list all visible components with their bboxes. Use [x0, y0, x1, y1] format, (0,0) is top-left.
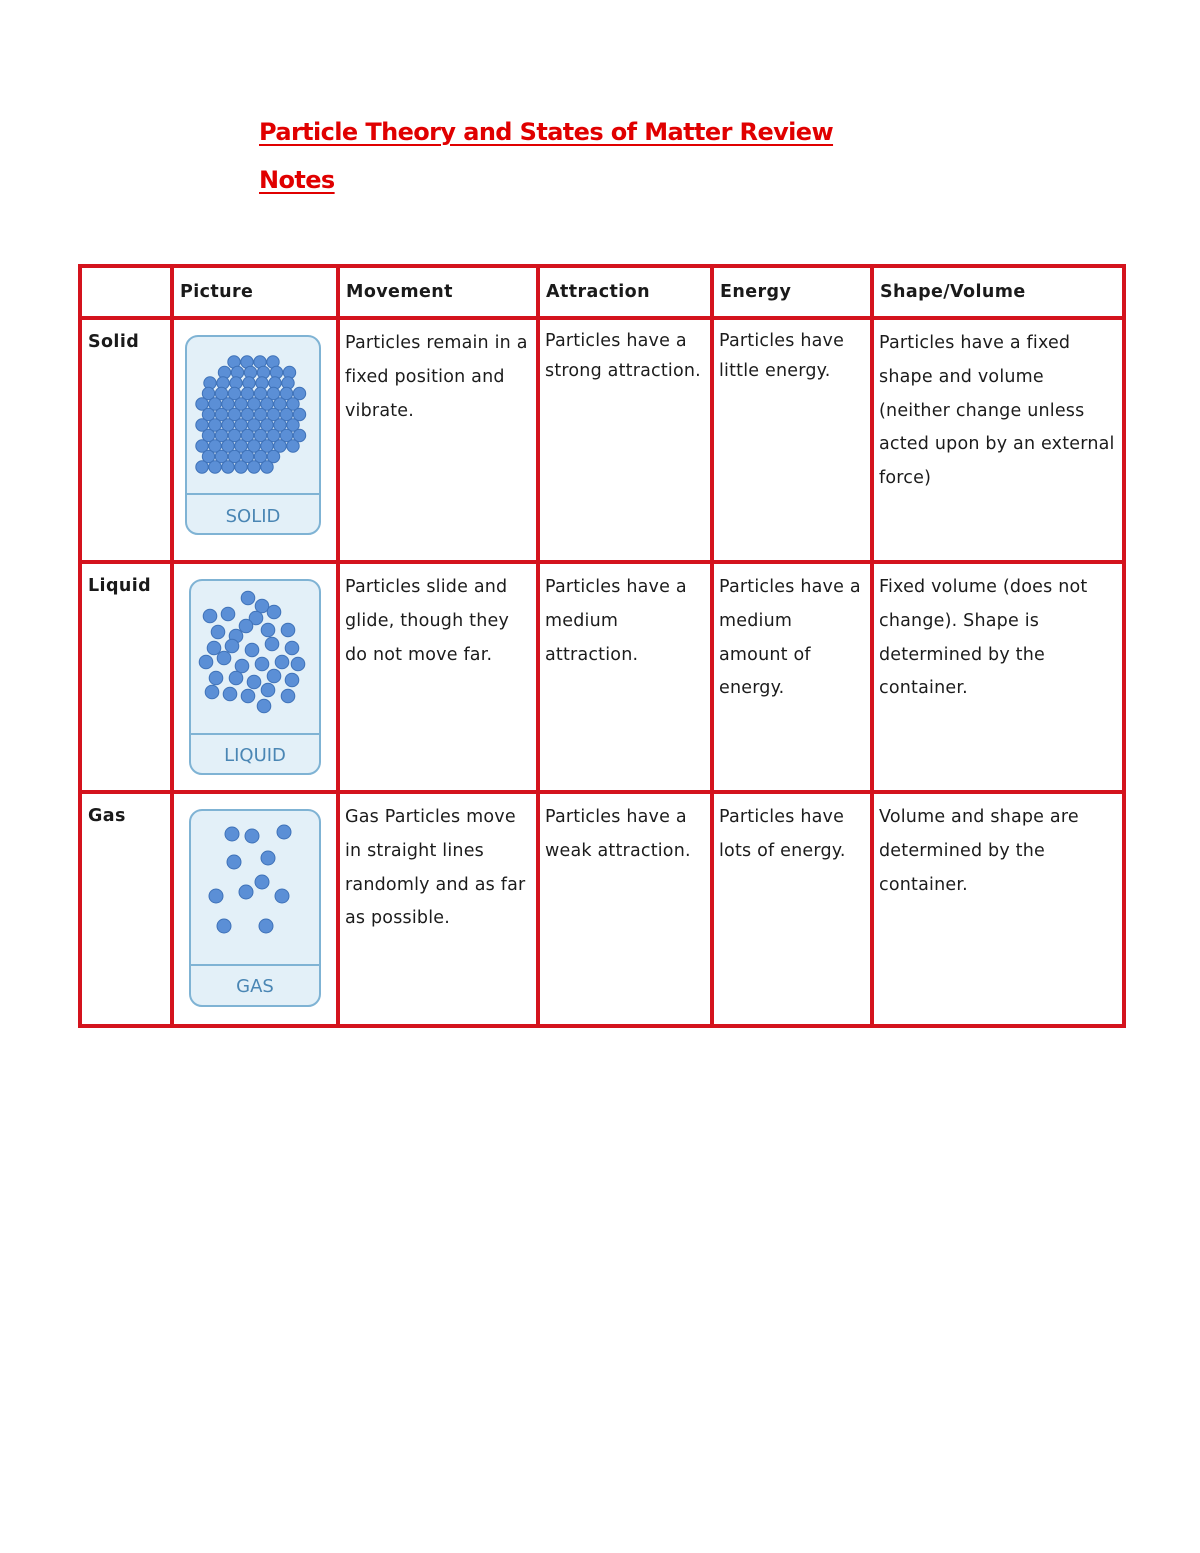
table-row-solid — [80, 318, 1124, 562]
header-picture: Picture — [172, 266, 338, 318]
liquid-particle — [247, 675, 261, 689]
gas-particle — [261, 851, 275, 865]
liquid-particle — [281, 623, 295, 637]
gas-particle — [277, 825, 291, 839]
movement-solid: Particles remain in a fixed position and vibrate. — [338, 318, 538, 562]
liquid-particle — [217, 651, 231, 665]
liquid-particle — [203, 609, 217, 623]
picture-label-solid: SOLID — [225, 506, 281, 527]
liquid-particle — [241, 591, 255, 605]
header-attraction: Attraction — [538, 266, 712, 318]
energy-liquid: Particles have a medium amount of energy. — [712, 562, 872, 792]
shape-volume-solid: Particles have a fixed shape and volume (neither change unless acted upon by an external force) — [872, 318, 1124, 562]
solid-particle — [196, 461, 208, 473]
picture-cell-liquid — [172, 562, 338, 792]
liquid-particle — [285, 641, 299, 655]
liquid-particle — [239, 619, 253, 633]
liquid-particle — [225, 639, 239, 653]
gas-particle — [217, 919, 231, 933]
title-line-1: Particle Theory and States of Matter Review — [259, 118, 834, 146]
table-row-liquid — [80, 562, 1124, 792]
table-header-row — [80, 266, 1124, 318]
solid-particle — [248, 461, 260, 473]
attraction-liquid: Particles have a medium attraction. — [538, 562, 712, 792]
liquid-particle — [267, 669, 281, 683]
liquid-particle — [211, 625, 225, 639]
solid-container-illustration — [184, 334, 324, 538]
solid-particle — [209, 461, 221, 473]
gas-particle — [209, 889, 223, 903]
attraction-solid: Particles have a strong attraction. — [538, 318, 712, 562]
solid-particle — [235, 461, 247, 473]
energy-gas: Particles have lots of energy. — [712, 792, 872, 1026]
liquid-particle — [207, 641, 221, 655]
liquid-particle — [265, 637, 279, 651]
gas-particle — [225, 827, 239, 841]
liquid-particle — [241, 689, 255, 703]
header-energy: Energy — [712, 266, 872, 318]
liquid-particle — [245, 643, 259, 657]
gas-particle — [245, 829, 259, 843]
shape-volume-gas: Volume and shape are determined by the container. — [872, 792, 1124, 1026]
states-of-matter-table — [78, 264, 1126, 1028]
gas-particle — [227, 855, 241, 869]
liquid-particle — [209, 671, 223, 685]
gas-particle — [275, 889, 289, 903]
row-label-liquid: Liquid — [80, 562, 172, 792]
gas-container-illustration — [184, 808, 324, 1010]
header-movement: Movement — [338, 266, 538, 318]
liquid-particle — [255, 657, 269, 671]
picture-label-gas: GAS — [236, 976, 274, 997]
document-title — [259, 108, 959, 204]
solid-particle — [222, 461, 234, 473]
liquid-container-illustration — [184, 578, 324, 778]
liquid-particle — [199, 655, 213, 669]
solid-particle — [261, 461, 273, 473]
movement-liquid: Particles slide and glide, though they do not move far. — [338, 562, 538, 792]
solid-particle — [287, 440, 299, 452]
header-empty — [80, 266, 172, 318]
table-row-gas — [80, 792, 1124, 1026]
liquid-particle — [261, 683, 275, 697]
liquid-particle — [205, 685, 219, 699]
movement-gas: Gas Particles move in straight lines randomly and as far as possible. — [338, 792, 538, 1026]
liquid-particle — [229, 671, 243, 685]
liquid-particle — [267, 605, 281, 619]
liquid-particle — [221, 607, 235, 621]
liquid-particle — [261, 623, 275, 637]
gas-particle — [255, 875, 269, 889]
liquid-particle — [235, 659, 249, 673]
picture-label-liquid: LIQUID — [224, 745, 286, 766]
gas-particle — [259, 919, 273, 933]
liquid-particle — [281, 689, 295, 703]
picture-cell-solid — [172, 318, 338, 562]
title-line-2: Notes — [259, 166, 335, 194]
liquid-particle — [255, 599, 269, 613]
gas-particle — [239, 885, 253, 899]
row-label-solid: Solid — [80, 318, 172, 562]
attraction-gas: Particles have a weak attraction. — [538, 792, 712, 1026]
liquid-particle — [223, 687, 237, 701]
row-label-gas: Gas — [80, 792, 172, 1026]
header-shape-volume: Shape/Volume — [872, 266, 1124, 318]
picture-cell-gas — [172, 792, 338, 1026]
liquid-particle — [275, 655, 289, 669]
liquid-particle — [291, 657, 305, 671]
shape-volume-liquid: Fixed volume (does not change). Shape is determined by the container. — [872, 562, 1124, 792]
liquid-particle — [257, 699, 271, 713]
energy-solid: Particles have little energy. — [712, 318, 872, 562]
liquid-particle — [285, 673, 299, 687]
